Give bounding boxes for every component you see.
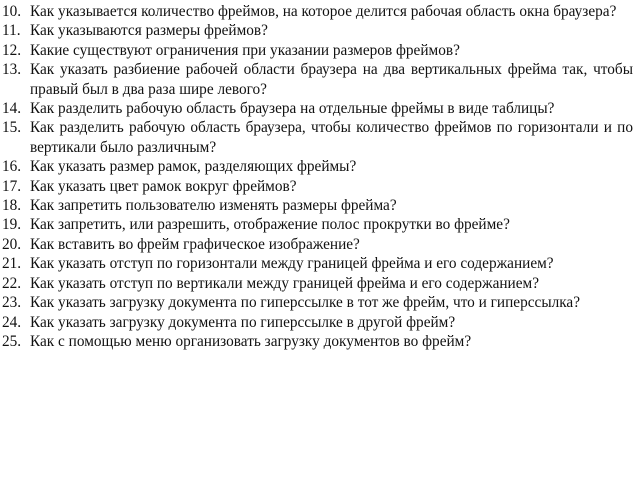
item-number: 13.: [2, 61, 22, 79]
item-text: Как указываются размеры фреймов?: [30, 22, 268, 40]
item-number: 20.: [2, 235, 22, 253]
item-text: Как разделить рабочую область браузера, чтобы количество фреймов по горизонтали и по вертикали было различным?: [30, 119, 633, 156]
item-text: Как вставить во фрейм графическое изображение?: [30, 235, 360, 253]
item-text: Как указать разбиение рабочей области браузера на два вертикальных фрейма так, чтобы правый был в два раза шире левого?: [30, 61, 633, 98]
item-text: Как указать размер рамок, разделяющих фреймы?: [30, 158, 357, 176]
list-item: [2, 215, 633, 234]
item-number: 22.: [2, 274, 22, 292]
list-item: [2, 274, 633, 293]
list-item: [2, 157, 633, 176]
list-item: [2, 99, 633, 118]
list-item: [2, 313, 633, 332]
item-number: 12.: [2, 41, 22, 59]
list-item: [2, 41, 633, 60]
item-number: 25.: [2, 332, 22, 350]
item-number: 15.: [2, 119, 22, 137]
list-item: [2, 332, 633, 351]
list-item: [2, 235, 633, 254]
item-text: Как разделить рабочую область браузера на отдельные фреймы в виде таблицы?: [30, 100, 555, 118]
question-list: [2, 2, 633, 351]
item-text: Как указать отступ по горизонтали между границей фрейма и его содержанием?: [30, 255, 554, 273]
item-number: 23.: [2, 294, 22, 312]
item-number: 19.: [2, 216, 22, 234]
item-text: Как с помощью меню организовать загрузку документов во фрейм?: [30, 332, 472, 350]
item-number: 14.: [2, 100, 22, 118]
item-number: 11.: [2, 22, 21, 40]
item-text: Как запретить, или разрешить, отображение полос прокрутки во фрейме?: [30, 216, 510, 234]
list-item: [2, 196, 633, 215]
list-item: [2, 177, 633, 196]
item-text: Какие существуют ограничения при указании размеров фреймов?: [30, 41, 460, 59]
list-item: [2, 293, 633, 312]
list-item: [2, 60, 633, 99]
item-text: Как указывается количество фреймов, на которое делится рабочая область окна браузера?: [30, 3, 617, 20]
list-item: [2, 118, 633, 157]
item-number: 10.: [2, 3, 22, 20]
item-text: Как указать отступ по вертикали между границей фрейма и его содержанием?: [30, 274, 539, 292]
item-number: 21.: [2, 255, 22, 273]
list-item: [2, 2, 633, 21]
item-number: 18.: [2, 197, 22, 215]
item-number: 16.: [2, 158, 22, 176]
item-text: Как указать загрузку документа по гиперссылке в тот же фрейм, что и гиперссылка?: [30, 294, 581, 312]
list-item: [2, 21, 633, 40]
list-item: [2, 254, 633, 273]
item-text: Как указать цвет рамок вокруг фреймов?: [30, 177, 297, 195]
item-text: Как указать загрузку документа по гиперссылке в другой фрейм?: [30, 313, 456, 331]
item-number: 17.: [2, 177, 22, 195]
item-text: Как запретить пользователю изменять размеры фрейма?: [30, 197, 397, 215]
item-number: 24.: [2, 313, 22, 331]
